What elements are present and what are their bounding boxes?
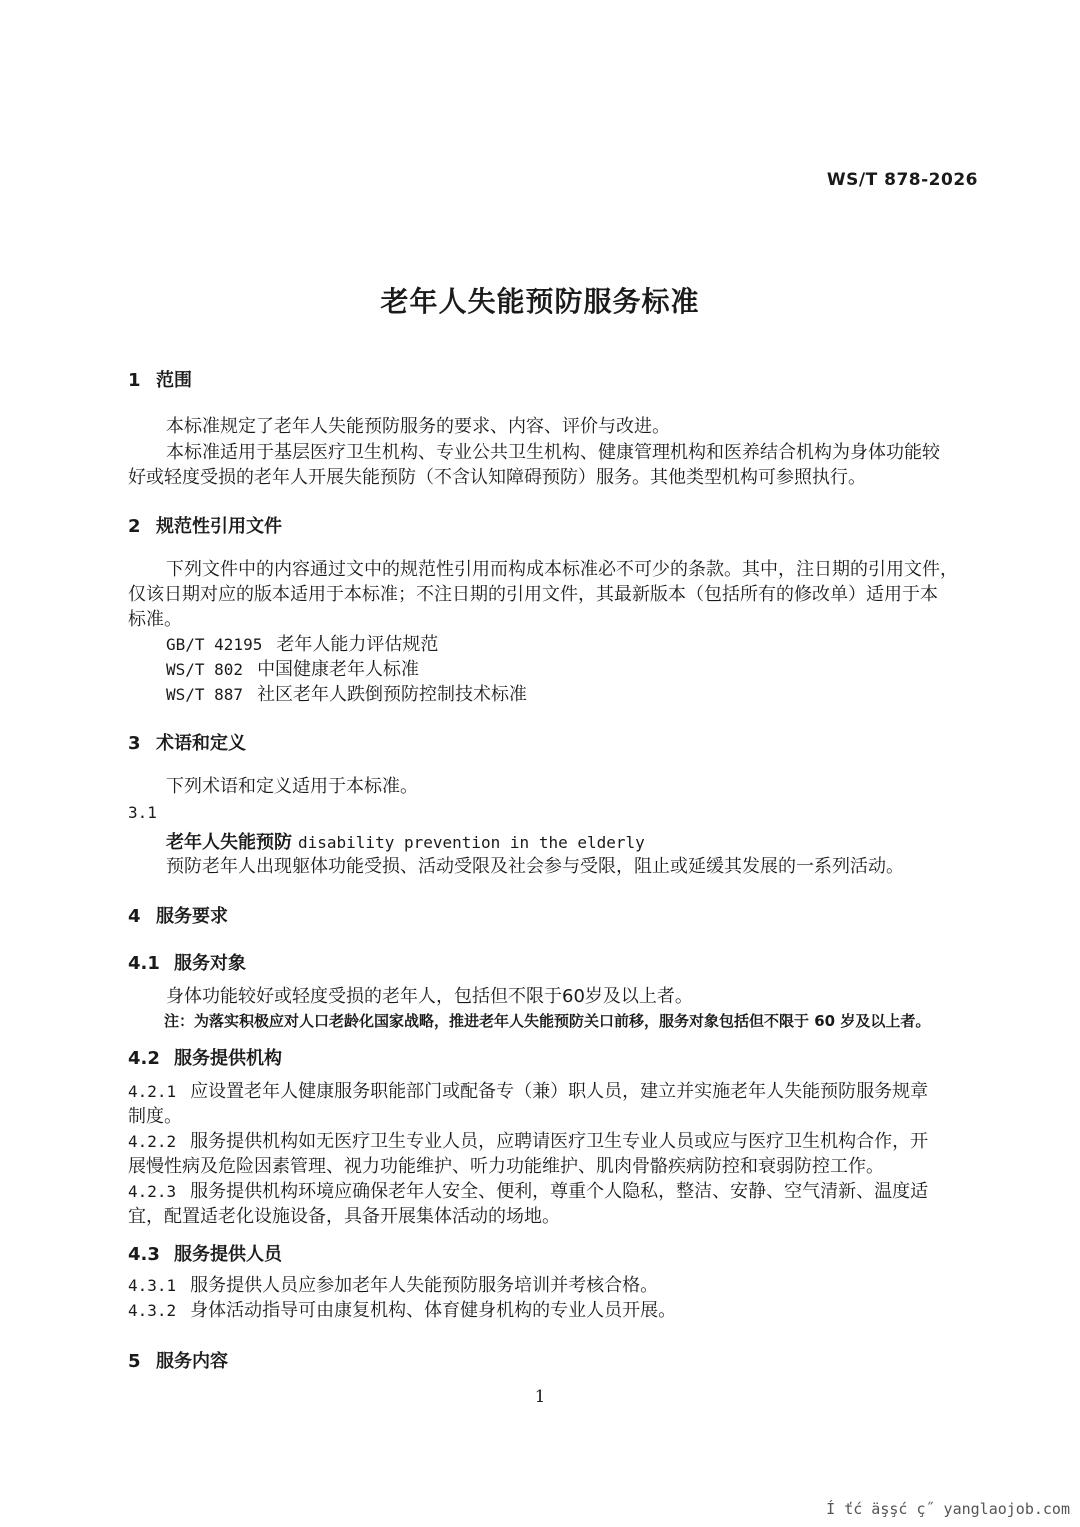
section-4-heading	[128, 902, 228, 928]
reference-item	[166, 632, 438, 657]
term-definition: 预防老年人出现躯体功能受损、活动受限及社会参与受限，阻止或延缓其发展的一系列活动。	[166, 856, 904, 877]
section-title: 规范性引用文件	[156, 516, 282, 537]
reference-name: 中国健康老年人标准	[257, 659, 420, 680]
clause-text: 服务提供机构如无医疗卫生专业人员，应聘请医疗卫生专业人员或应与医疗卫生机构合作，开	[190, 1131, 929, 1152]
reference-item	[166, 682, 527, 707]
section-3-heading	[128, 729, 246, 755]
subsection-4-3-heading	[128, 1240, 282, 1266]
paragraph-line: 本标准适用于基层医疗卫生机构、专业公共卫生机构、健康管理机构和医养结合机构为身体功能较	[166, 442, 940, 463]
term-heading	[166, 828, 645, 854]
subsection-4-1-heading	[128, 949, 246, 975]
clause-text: 服务提供机构环境应确保老年人安全、便利，尊重个人隐私，整洁、安静、空气清新、温度适	[190, 1181, 929, 1202]
section-number: 2	[128, 516, 141, 537]
paragraph-line: 好或轻度受损的老年人开展失能预防（不含认知障碍预防）服务。其他类型机构可参照执行。	[128, 467, 866, 488]
clause-4-2-2	[128, 1129, 928, 1154]
section-title: 服务要求	[156, 906, 228, 927]
clause-text: 身体活动指导可由康复机构、体育健身机构的专业人员开展。	[190, 1300, 677, 1321]
term-number: 3.1	[128, 803, 157, 822]
paragraph: 下列术语和定义适用于本标准。	[166, 776, 418, 797]
section-number: 4	[128, 906, 141, 927]
section-title: 服务内容	[156, 1351, 228, 1372]
section-title: 术语和定义	[156, 733, 246, 754]
paragraph: 身体功能较好或轻度受损的老年人，包括但不限于60岁及以上者。	[166, 986, 693, 1007]
section-2-heading	[128, 512, 282, 538]
clause-4-2-1	[128, 1079, 928, 1104]
paragraph-line: 标准。	[128, 609, 182, 630]
paragraph-line: 下列文件中的内容通过文中的规范性引用而构成本标准必不可少的条款。其中，注日期的引用文件，	[166, 559, 958, 580]
clause-number: 4.3.1	[128, 1276, 177, 1295]
section-number: 3	[128, 733, 141, 754]
clause-text: 应设置老年人健康服务职能部门或配备专（兼）职人员，建立并实施老年人失能预防服务规章	[190, 1081, 929, 1102]
reference-code: WS/T 887	[166, 685, 244, 704]
paragraph-line: 宜，配置适老化设施设备，具备开展集体活动的场地。	[128, 1206, 560, 1227]
paragraph-line: 制度。	[128, 1106, 182, 1127]
paragraph-line: 展慢性病及危险因素管理、视力功能维护、听力功能维护、肌肉骨骼疾病防控和衰弱防控工作。	[128, 1156, 884, 1177]
subsection-title: 服务对象	[174, 953, 246, 974]
watermark: Í ťć äşşć ç˝ yanglaojob.com	[826, 1500, 1070, 1518]
section-5-heading	[128, 1347, 228, 1373]
reference-code: GB/T 42195	[166, 635, 263, 654]
paragraph-line: 仅该日期对应的版本适用于本标准；不注日期的引用文件，其最新版本（包括所有的修改单）适用于本	[128, 584, 938, 605]
document-title: 老年人失能预防服务标准	[380, 285, 700, 318]
subsection-number: 4.3	[128, 1244, 160, 1265]
term-en: disability prevention in the elderly	[298, 833, 645, 852]
document-id: WS/T 878-2026	[826, 170, 978, 190]
section-1-heading	[128, 366, 192, 392]
section-number: 1	[128, 370, 141, 391]
clause-4-3-1	[128, 1273, 658, 1298]
term-zh: 老年人失能预防	[166, 832, 292, 853]
reference-name: 老年人能力评估规范	[276, 634, 439, 655]
clause-number: 4.3.2	[128, 1301, 177, 1320]
clause-text: 服务提供人员应参加老年人失能预防服务培训并考核合格。	[190, 1275, 659, 1296]
section-number: 5	[128, 1351, 141, 1372]
reference-name: 社区老年人跌倒预防控制技术标准	[257, 684, 528, 705]
clause-number: 4.2.3	[128, 1182, 177, 1201]
paragraph: 本标准规定了老年人失能预防服务的要求、内容、评价与改进。	[166, 416, 670, 437]
clause-number: 4.2.1	[128, 1082, 177, 1101]
note: 注：为落实积极应对人口老龄化国家战略，推进老年人失能预防关口前移，服务对象包括但不限于 60 岁及以上者。	[164, 1012, 931, 1030]
section-title: 范围	[156, 370, 192, 391]
clause-4-3-2	[128, 1298, 676, 1323]
subsection-title: 服务提供人员	[174, 1244, 282, 1265]
reference-item	[166, 657, 419, 682]
subsection-4-2-heading	[128, 1044, 282, 1070]
subsection-title: 服务提供机构	[174, 1048, 282, 1069]
page-number: 1	[534, 1387, 546, 1407]
reference-code: WS/T 802	[166, 660, 244, 679]
subsection-number: 4.2	[128, 1048, 160, 1069]
subsection-number: 4.1	[128, 953, 160, 974]
clause-number: 4.2.2	[128, 1132, 177, 1151]
clause-4-2-3	[128, 1179, 928, 1204]
